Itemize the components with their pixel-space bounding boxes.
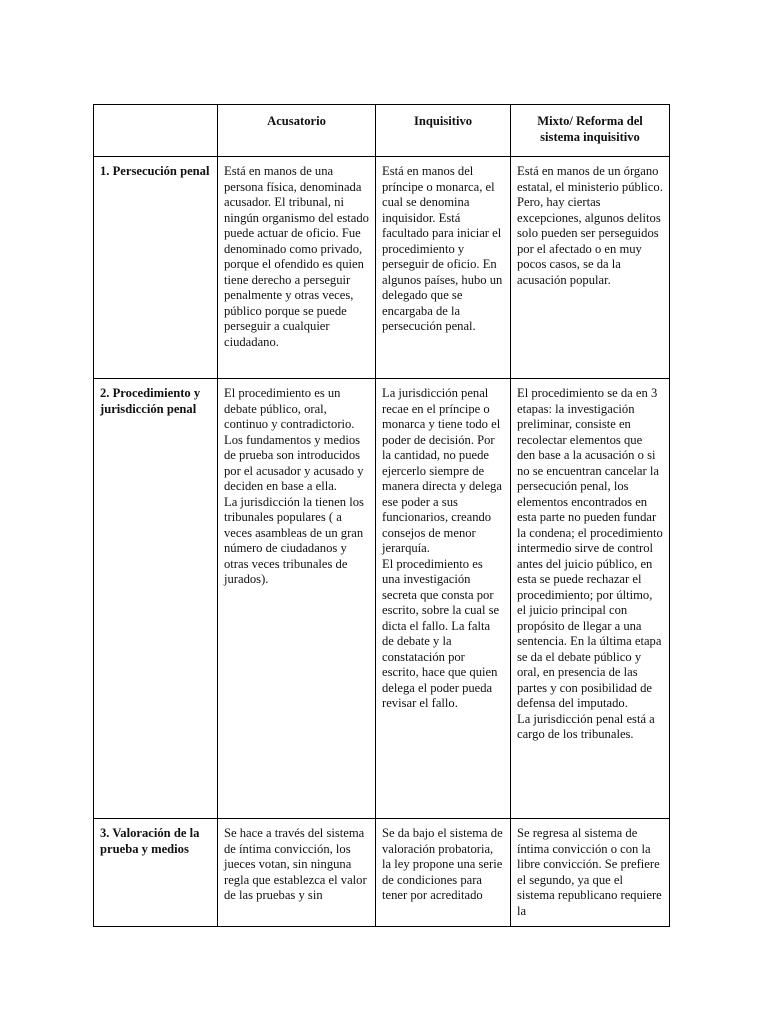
header-acusatorio: Acusatorio [218,105,376,157]
cell-acusatorio: Está en manos de una persona física, denominada acusador. El tribunal, ni ningún organismo del estado puede actuar de oficio. Fue denominado como privado, porque el ofendido es quien tiene derecho a perseguir penalmente y otras veces, público porque se puede perseguir a cualquier ciudadano. [218,157,376,379]
header-mixto: Mixto/ Reforma del sistema inquisitivo [511,105,670,157]
cell-acusatorio: El procedimiento es un debate público, oral, continuo y contradictorio. Los fundamentos y medios de prueba son introducidos por el acusador y acusado y deciden en base a ella. La jurisdicción la tienen los tribunales populares ( a veces asambleas de un gran número de ciudadanos y otras veces tribunales de jurados). [218,379,376,819]
cell-inquisitivo: Se da bajo el sistema de valoración probatoria, la ley propone una serie de condiciones para tener por acreditado [376,819,511,927]
header-empty-cell [94,105,218,157]
cell-mixto: El procedimiento se da en 3 etapas: la investigación preliminar, consiste en recolectar elementos que den base a la acusación o si no se encuentran cancelar la persecución penal, los elementos encontrados en esta parte no pueden fundar la condena; el procedimiento intermedio sirve de control antes del juicio público, en esta se puede rechazar el procedimiento; por último, el juicio principal con propósito de llegar a una sentencia. En la última etapa se da el debate público y oral, en presencia de las partes y con posibilidad de defensa del imputado. La jurisdicción penal está a cargo de los tribunales. [511,379,670,819]
cell-inquisitivo: La jurisdicción penal recae en el príncipe o monarca y tiene todo el poder de decisión. Por la cantidad, no puede ejercerlo siempre de manera directa y delega ese poder a sus funcionarios, creando consejos de menor jerarquía. El procedimiento es una investigación secreta que consta por escrito, sobre la cual se dicta el fallo. La falta de debate y la constatación por escrito, hace que quien delega el poder pueda revisar el fallo. [376,379,511,819]
cell-inquisitivo: Está en manos del príncipe o monarca, el cual se denomina inquisidor. Está facultado para iniciar el procedimiento y perseguir de oficio. En algunos países, hubo un delegado que se encargaba de la persecución penal. [376,157,511,379]
row-label-valoracion: 3. Valoración de la prueba y medios [94,819,218,927]
header-inquisitivo: Inquisitivo [376,105,511,157]
cell-mixto: Está en manos de un órgano estatal, el ministerio público. Pero, hay ciertas excepciones, algunos delitos solo pueden ser perseguidos por el afectado o en muy pocos casos, se da la acusación popular. [511,157,670,379]
row-label-persecucion: 1. Persecución penal [94,157,218,379]
table-row [94,819,670,927]
table-header-row [94,105,670,157]
comparison-table [93,104,670,927]
table-row [94,157,670,379]
table-row [94,379,670,819]
cell-mixto: Se regresa al sistema de íntima convicción o con la libre convicción. Se prefiere el segundo, ya que el sistema republicano requiere la [511,819,670,927]
cell-acusatorio: Se hace a través del sistema de íntima convicción, los jueces votan, sin ninguna regla que establezca el valor de las pruebas y sin [218,819,376,927]
row-label-procedimiento: 2. Procedimiento y jurisdicción penal [94,379,218,819]
